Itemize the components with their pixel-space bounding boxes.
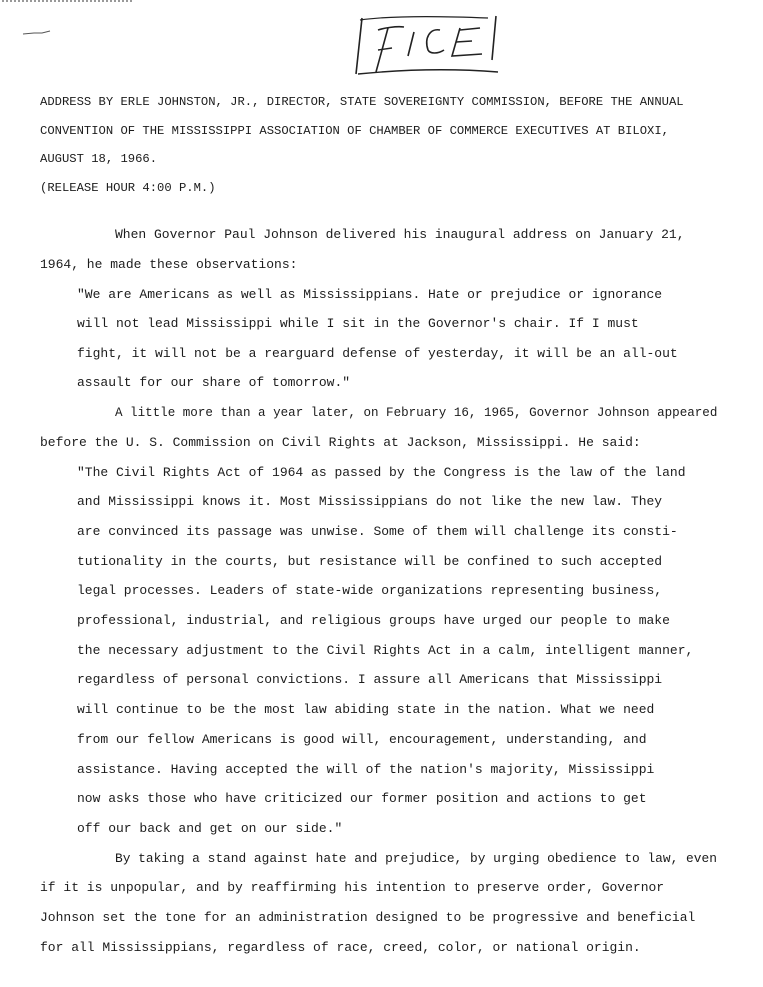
quote-2-line-6: professional, industrial, and religious groups have urged our people to make [77,613,670,628]
paragraph-3-line-1: By taking a stand against hate and prejudice, by urging obedience to law, even [115,851,717,866]
quote-2-line-12: now asks those who have criticized our former position and actions to get [77,791,647,806]
quote-2-line-3: are convinced its passage was unwise. Some of them will challenge its consti- [77,524,678,539]
file-handwritten-stamp [348,12,508,82]
top-dotted-edge [2,0,132,5]
quote-2-line-5: legal processes. Leaders of state-wide organizations representing business, [77,583,663,598]
paragraph-3-line-2: if it is unpopular, and by reaffirming his intention to preserve order, Governor [40,880,665,895]
paragraph-1-line-1: When Governor Paul Johnson delivered his inaugural address on January 21, [115,227,685,242]
quote-2-line-1: "The Civil Rights Act of 1964 as passed by the Congress is the law of the land [77,465,686,480]
paragraph-3-line-3: Johnson set the tone for an administration designed to be progressive and beneficial [40,910,696,925]
quote-1-line-4: assault for our share of tomorrow." [77,375,351,390]
quote-2-line-2: and Mississippi knows it. Most Mississippians do not like the new law. They [77,494,663,509]
paragraph-1-line-2: 1964, he made these observations: [40,257,298,272]
header-line-2: CONVENTION OF THE MISSISSIPPI ASSOCIATION OF CHAMBER OF COMMERCE EXECUTIVES AT BILOXI, [40,124,669,138]
pen-mark [22,30,52,36]
paragraph-2-line-2: before the U. S. Commission on Civil Rights at Jackson, Mississippi. He said: [40,435,641,450]
quote-2-line-7: the necessary adjustment to the Civil Rights Act in a calm, intelligent manner, [77,643,694,658]
quote-2-line-8: regardless of personal convictions. I assure all Americans that Mississippi [77,672,663,687]
quote-2-line-11: assistance. Having accepted the will of the nation's majority, Mississippi [77,762,655,777]
quote-2-line-9: will continue to be the most law abiding state in the nation. What we need [77,702,655,717]
header-line-3: AUGUST 18, 1966. [40,152,158,166]
release-hour: (RELEASE HOUR 4:00 P.M.) [40,181,216,195]
paragraph-2-line-1: A little more than a year later, on February 16, 1965, Governor Johnson appeared [115,406,718,420]
quote-1-line-2: will not lead Mississippi while I sit in the Governor's chair. If I must [77,316,639,331]
quote-2-line-13: off our back and get on our side." [77,821,343,836]
header-line-1: ADDRESS BY ERLE JOHNSTON, JR., DIRECTOR, STATE SOVEREIGNTY COMMISSION, BEFORE THE ANNUAL [40,95,684,109]
quote-1-line-1: "We are Americans as well as Mississippians. Hate or prejudice or ignorance [77,287,663,302]
quote-2-line-4: tutionality in the courts, but resistance will be confined to such accepted [77,554,663,569]
quote-2-line-10: from our fellow Americans is good will, encouragement, understanding, and [77,732,647,747]
paragraph-3-line-4: for all Mississippians, regardless of race, creed, color, or national origin. [40,940,641,955]
quote-1-line-3: fight, it will not be a rearguard defense of yesterday, it will be an all-out [77,346,678,361]
